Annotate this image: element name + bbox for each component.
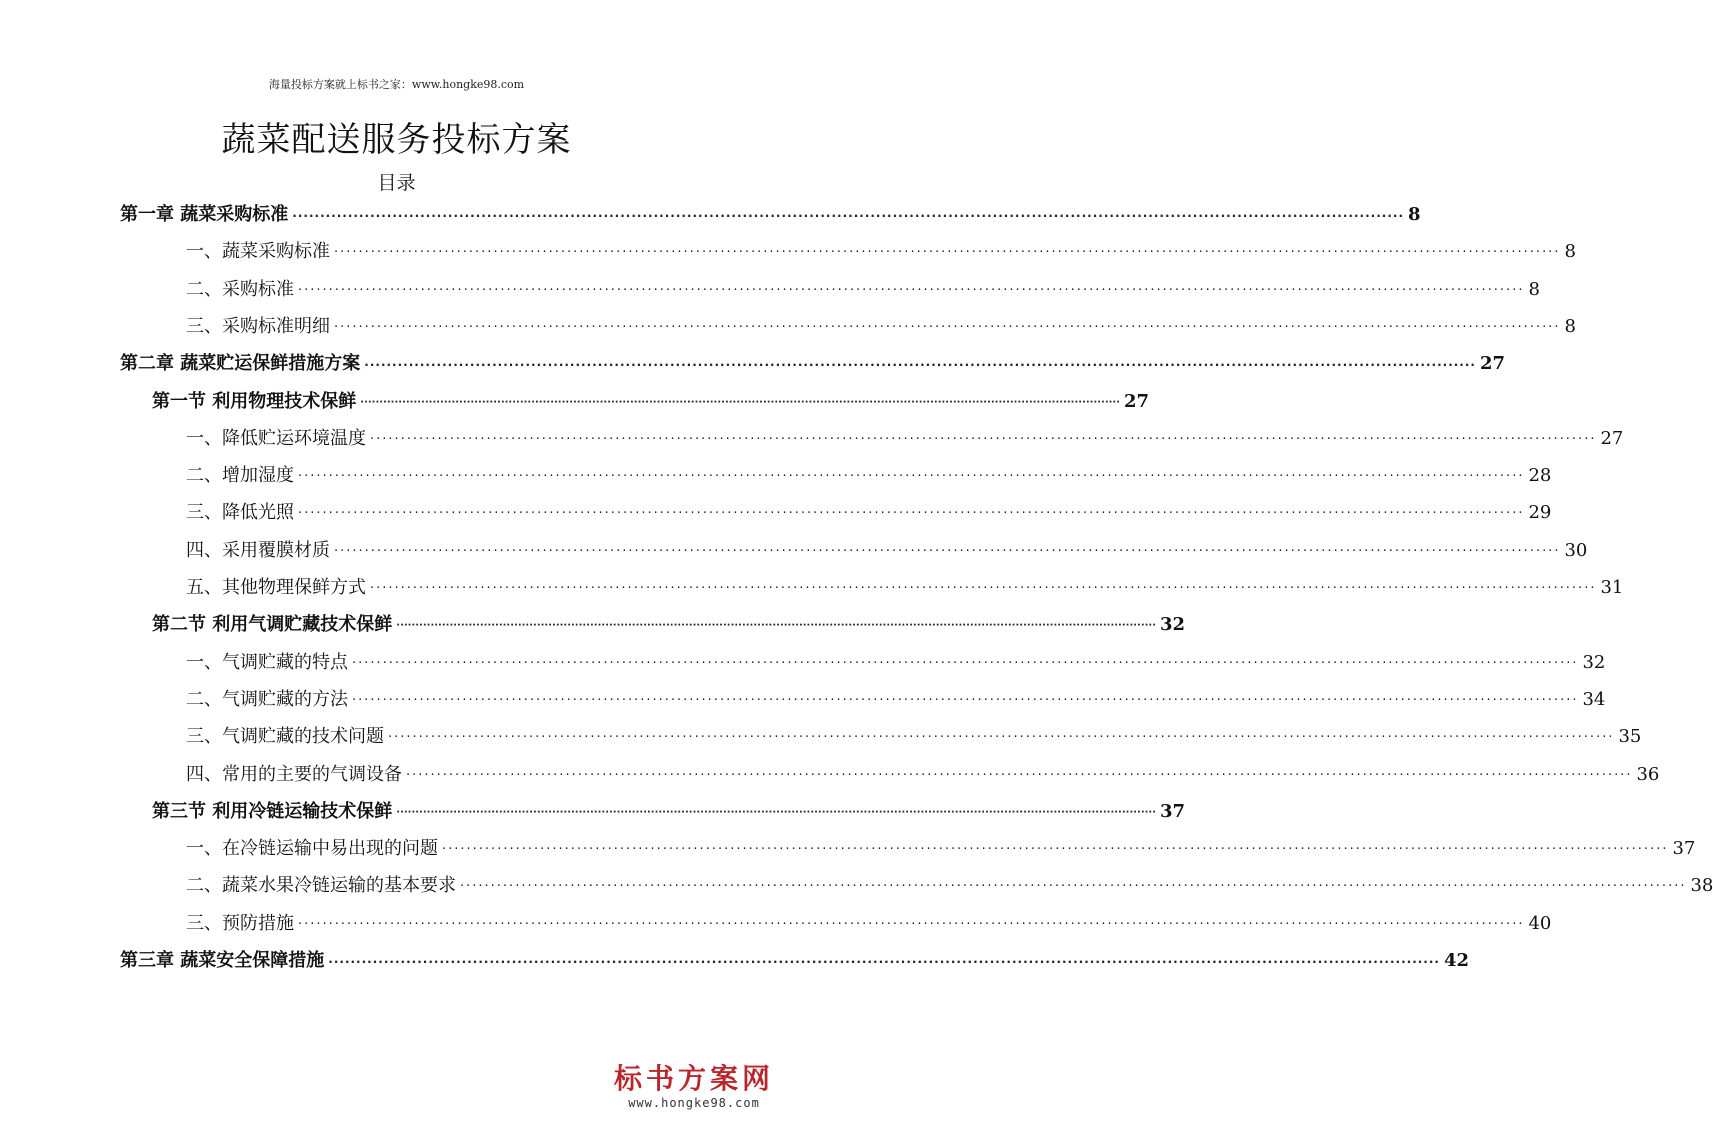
toc-page-number: 37: [1672, 838, 1696, 860]
watermark-title: 标书方案网: [613, 1062, 774, 1095]
toc-leader-dots: ········································································································································································································: [396, 806, 1157, 818]
toc-entry-item[interactable]: [186, 534, 1588, 564]
toc-entry-text: 一、在冷链运输中易出现的问题: [186, 838, 438, 860]
toc-page-number: 27: [1124, 390, 1150, 412]
toc-entry-item[interactable]: [186, 496, 1552, 526]
toc-entry-text: 第三节 利用冷链运输技术保鲜: [152, 800, 393, 822]
toc-leader-dots: ········································································································································································································: [370, 431, 1597, 447]
toc-entry-text: 三、气调贮藏的技术问题: [186, 726, 384, 748]
toc-entry-item[interactable]: [186, 459, 1552, 489]
toc-entry-text: 二、蔬菜水果冷链运输的基本要求: [186, 875, 456, 897]
toc-entry-chapter[interactable]: [120, 198, 1421, 228]
toc-leader-dots: ········································································································································································································: [364, 358, 1476, 373]
toc-entry-text: 一、蔬菜采购标准: [186, 241, 330, 263]
toc-page-number: 42: [1443, 950, 1470, 971]
toc-entry-item[interactable]: [186, 422, 1624, 452]
toc-entry-item[interactable]: [186, 273, 1540, 303]
toc-leader-dots: ········································································································································································································: [352, 655, 1579, 671]
toc-entry-text: 三、降低光照: [186, 502, 294, 524]
toc-leader-dots: ········································································································································································································: [298, 282, 1525, 298]
toc-page-number: 8: [1408, 204, 1421, 225]
toc-page-number: 35: [1618, 726, 1642, 748]
toc-leader-dots: ········································································································································································································: [388, 730, 1615, 746]
toc-entry-chapter[interactable]: [120, 944, 1470, 974]
watermark-logo: [609, 1062, 779, 1110]
toc-entry-text: 二、气调贮藏的方法: [186, 688, 348, 710]
toc-leader-dots: ········································································································································································································: [292, 209, 1404, 223]
toc-leader-dots: ········································································································································································································: [406, 767, 1633, 783]
toc-entry-text: 二、采购标准: [186, 278, 294, 300]
toc-page-number: 32: [1582, 651, 1606, 673]
document-title: 蔬菜配送服务投标方案: [221, 120, 572, 160]
toc-entry-item[interactable]: [186, 646, 1606, 676]
toc-entry-section[interactable]: [152, 608, 1186, 638]
toc-entry-item[interactable]: [186, 832, 1696, 862]
toc-leader-dots: ········································································································································································································: [370, 581, 1597, 596]
toc-entry-text: 四、采用覆膜材质: [186, 539, 330, 561]
toc-leader-dots: ········································································································································································································: [298, 506, 1525, 522]
toc-leader-dots: ········································································································································································································: [334, 245, 1561, 261]
toc-page-number: 36: [1636, 763, 1660, 785]
toc-page-number: 31: [1600, 577, 1624, 598]
toc-entry-text: 第二节 利用气调贮藏技术保鲜: [152, 614, 393, 636]
toc-page-number: 37: [1160, 800, 1186, 822]
toc-page-number: 38: [1690, 875, 1713, 897]
toc-leader-dots: ········································································································································································································: [298, 916, 1525, 932]
toc-entry-text: 五、其他物理保鲜方式: [186, 577, 366, 598]
toc-entry-text: 三、采购标准明细: [186, 315, 330, 337]
toc-leader-dots: ········································································································································································································: [298, 469, 1525, 485]
toc-entry-item[interactable]: [186, 310, 1576, 340]
watermark-url: www.hongke98.com: [628, 1096, 760, 1110]
toc-page-number: 32: [1160, 614, 1186, 636]
toc-page-number: 8: [1528, 278, 1540, 300]
toc-entry-item[interactable]: [186, 758, 1660, 788]
toc-entry-item[interactable]: [186, 683, 1606, 713]
toc-leader-dots: ········································································································································································································: [460, 879, 1687, 895]
toc-page-number: 8: [1564, 241, 1576, 263]
toc-entry-text: 四、常用的主要的气调设备: [186, 763, 402, 785]
toc-entry-item[interactable]: [186, 907, 1552, 937]
toc-page-number: 34: [1582, 688, 1606, 710]
toc-leader-dots: ········································································································································································································: [328, 955, 1440, 969]
toc-entry-text: 第二章 蔬菜贮运保鲜措施方案: [120, 353, 361, 375]
toc-entry-text: 一、气调贮藏的特点: [186, 651, 348, 673]
toc-entry-text: 二、增加湿度: [186, 465, 294, 487]
toc-page-number: 40: [1528, 912, 1552, 934]
toc-heading: 目录: [377, 172, 416, 194]
toc-page-number: 29: [1528, 502, 1552, 524]
toc-entry-text: 第一节 利用物理技术保鲜: [152, 390, 357, 412]
header-note: 海量投标方案就上标书之家：www.hongke98.com: [268, 78, 525, 91]
toc-entry-text: 第三章 蔬菜安全保障措施: [120, 950, 325, 971]
toc-entry-text: 一、降低贮运环境温度: [186, 427, 366, 449]
toc-leader-dots: ········································································································································································································: [334, 543, 1561, 559]
toc-entry-text: 第一章 蔬菜采购标准: [120, 204, 289, 225]
toc-page-number: 27: [1479, 353, 1506, 375]
toc-entry-item[interactable]: [186, 869, 1713, 899]
toc-entry-item[interactable]: [186, 571, 1624, 601]
toc-page-number: 30: [1564, 539, 1588, 561]
toc-page-number: 8: [1564, 315, 1576, 337]
toc-entry-item[interactable]: [186, 720, 1642, 750]
toc-leader-dots: ········································································································································································································: [360, 396, 1121, 408]
toc-page-number: 27: [1600, 427, 1624, 449]
toc-entry-item[interactable]: [186, 235, 1576, 265]
toc-entry-chapter[interactable]: [120, 347, 1506, 377]
toc-leader-dots: ········································································································································································································: [442, 842, 1669, 858]
toc-entry-text: 三、预防措施: [186, 912, 294, 934]
toc-entry-section[interactable]: [152, 385, 1150, 415]
toc-entry-section[interactable]: [152, 795, 1186, 825]
toc-leader-dots: ········································································································································································································: [396, 620, 1157, 632]
toc-page-number: 28: [1528, 465, 1552, 487]
toc-leader-dots: ········································································································································································································: [334, 319, 1561, 335]
toc-leader-dots: ········································································································································································································: [352, 692, 1579, 708]
